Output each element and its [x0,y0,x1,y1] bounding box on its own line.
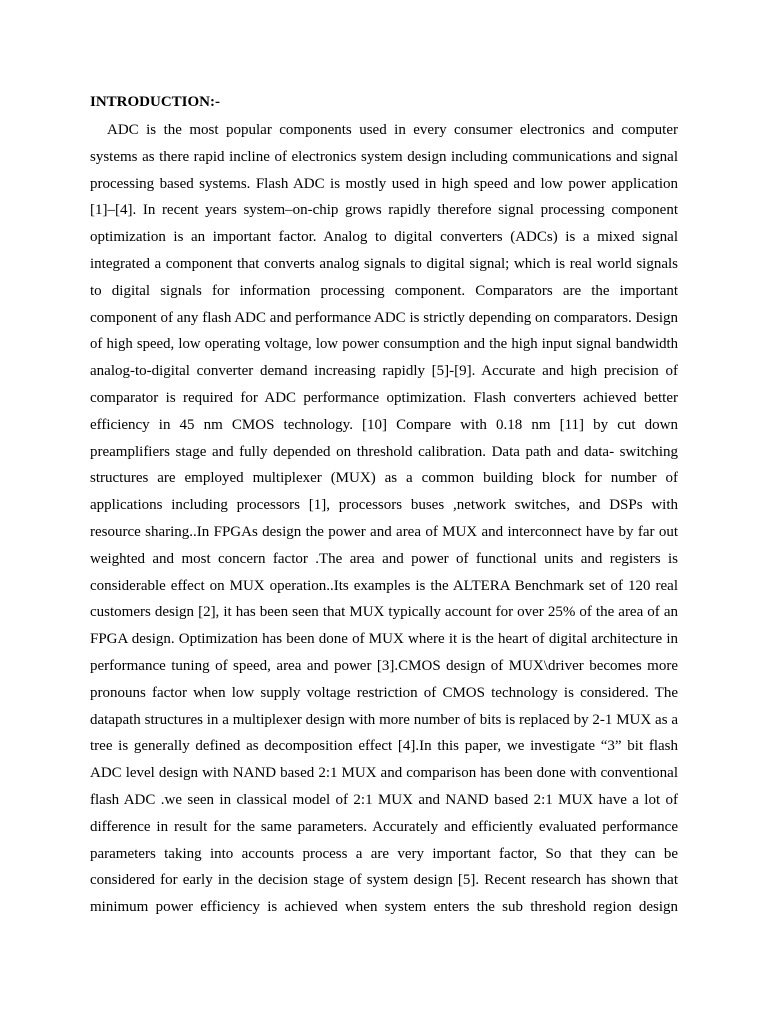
paragraph-line: flash ADC .we seen in classical model of 2:1 MUX and NAND based 2:1 MUX have a lot of [90,791,678,808]
section-heading: INTRODUCTION:- [90,94,221,110]
paragraph-line: weighted and most concern factor .The area and power of functional units and registers is [90,550,678,567]
paragraph-line: performance tuning of speed, area and power [3].CMOS design of MUX\driver becomes more [90,657,678,674]
document-page [90,91,678,921]
paragraph-line: ADC is the most popular components used in every consumer electronics and computer [107,122,678,138]
paragraph-line: to digital signals for information processing component. Comparators are the important [90,282,678,299]
paragraph-line: ADC level design with NAND based 2:1 MUX and comparison has been done with conventional [90,765,678,782]
paragraph-line: preamplifiers stage and fully depended on threshold calibration. Data path and data- switching [90,443,678,460]
paragraph-line: structures are employed multiplexer (MUX) as a common building block for number of [90,470,678,487]
paragraph-line: optimization is an important factor. Analog to digital converters (ADCs) is a mixed signal [90,229,678,246]
paragraph-line: processing based systems. Flash ADC is mostly used in high speed and low power application [90,175,678,192]
paragraph-line: tree is generally defined as decomposition effect [4].In this paper, we investigate “3” bit flash [90,738,678,755]
paragraph-line: datapath structures in a multiplexer design with more number of bits is replaced by 2-1 MUX as a [90,711,678,728]
paragraph-line: resource sharing..In FPGAs design the power and area of MUX and interconnect have by far out [90,523,678,540]
paragraph-line: considerable effect on MUX operation..Its examples is the ALTERA Benchmark set of 120 real [90,577,678,594]
paragraph-line: analog-to-digital converter demand increasing rapidly [5]-[9]. Accurate and high precision of [90,363,678,380]
paragraph-line: FPGA design. Optimization has been done of MUX where it is the heart of digital architecture in [90,631,678,648]
paragraph-line: considered for early in the decision stage of system design [5]. Recent research has shown that [90,872,678,889]
paragraph-line: customers design [2], it has been seen that MUX typically account for over 25% of the area of an [90,604,678,621]
paragraph-line: of high speed, low operating voltage, low power consumption and the high input signal bandwidth [90,336,678,353]
paragraph-line: difference in result for the same parameters. Accurately and efficiently evaluated performance [90,818,678,835]
paragraph-line: parameters taking into accounts process a are very important factor, So that they can be [90,845,678,862]
paragraph-line: applications including processors [1], processors buses ,network switches, and DSPs with [90,497,678,514]
paragraph-line: component of any flash ADC and performance ADC is strictly depending on comparators. Design [90,309,678,326]
paragraph-line: systems as there rapid incline of electronics system design including communications and signal [90,148,678,165]
paragraph-line: pronouns factor when low supply voltage restriction of CMOS technology is considered. The [90,684,678,701]
paragraph-line: efficiency in 45 nm CMOS technology. [10] Compare with 0.18 nm [11] by cut down [90,416,678,433]
paragraph-line: integrated a component that converts analog signals to digital signal; which is real world signals [90,255,678,272]
paragraph-line: minimum power efficiency is achieved when system enters the sub threshold region design [90,899,678,916]
introduction-paragraph [90,117,678,921]
paragraph-line: [1]–[4]. In recent years system–on-chip grows rapidly therefore signal processing component [90,202,678,219]
paragraph-line: comparator is required for ADC performance optimization. Flash converters achieved better [90,389,678,406]
